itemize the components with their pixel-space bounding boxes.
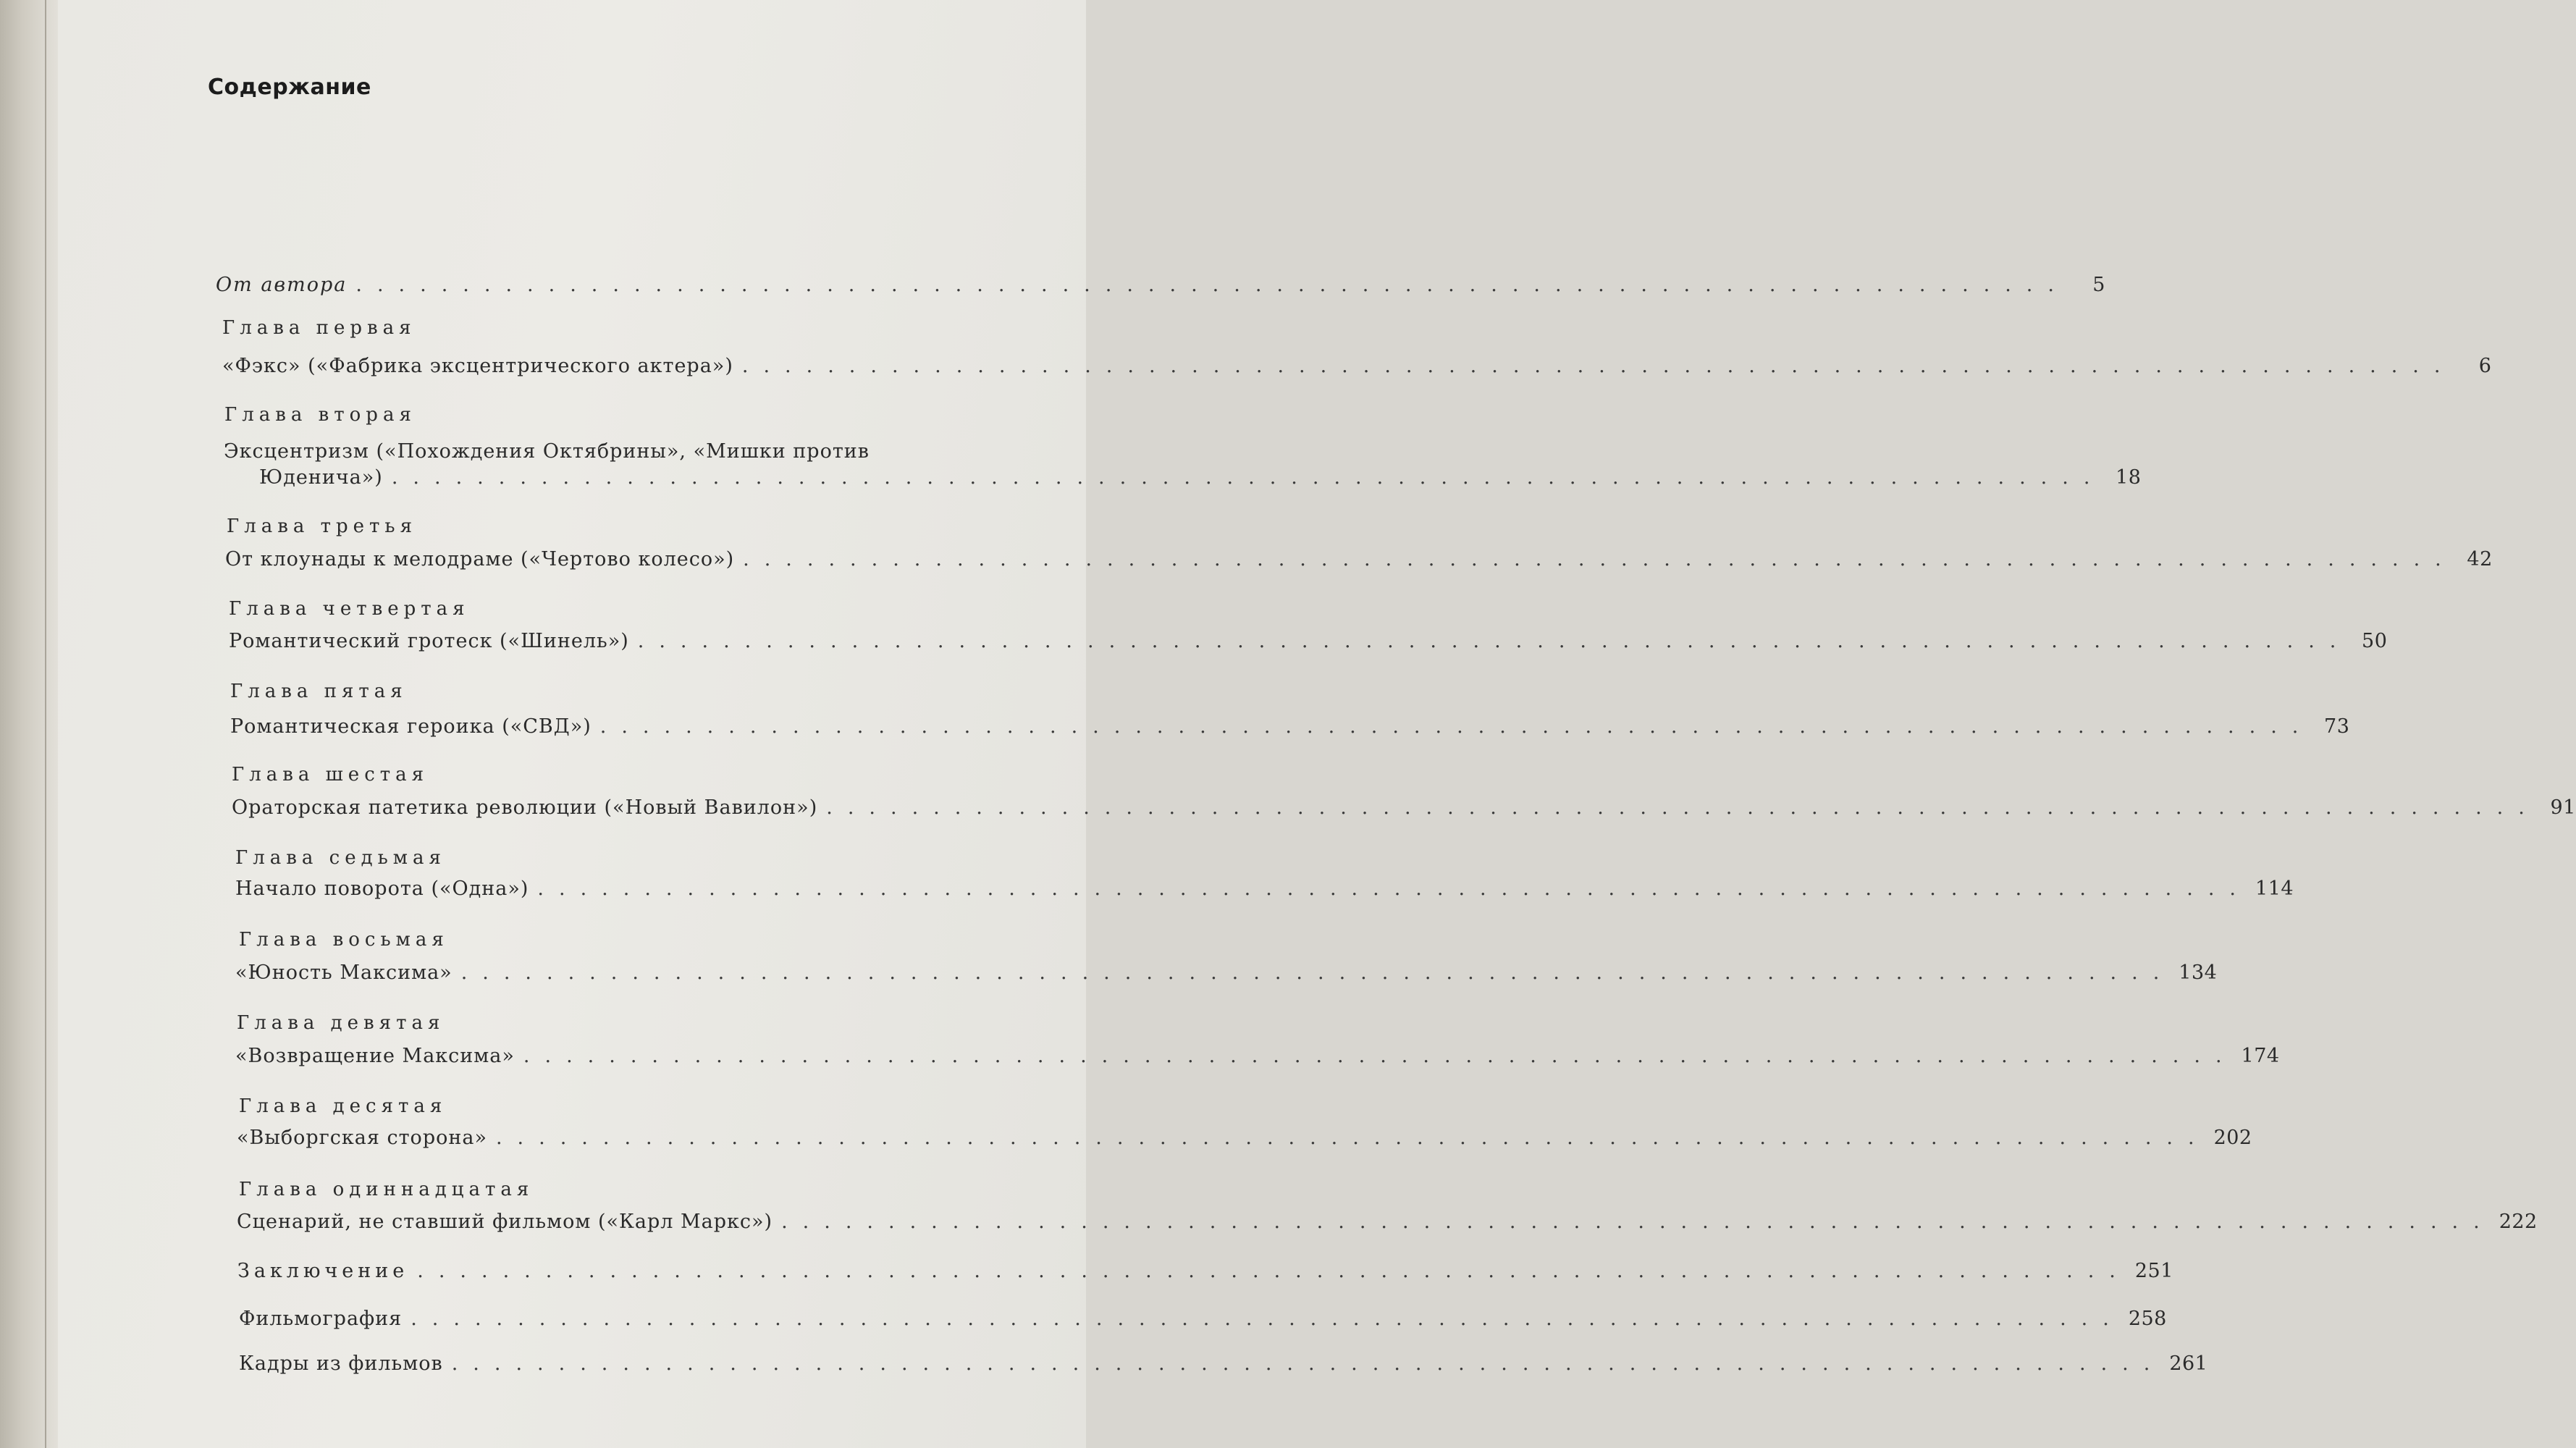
toc-page-number: 73 xyxy=(2324,715,2350,738)
chapter-label: Глава одиннадцатая xyxy=(239,1179,534,1200)
toc-page-number: 261 xyxy=(2169,1352,2208,1375)
chapter-label: Глава вторая xyxy=(224,404,416,426)
dot-leader: ................................................................................ xyxy=(391,466,2105,489)
toc-entry-title: Ораторская патетика революции («Новый Вавилон») xyxy=(232,796,818,819)
toc-entry-chapter-7 xyxy=(235,877,2294,900)
dot-leader: ................................................................................ xyxy=(637,630,2352,652)
dot-leader: ................................................................................ xyxy=(741,355,2456,377)
toc-entry-title: «Выборгская сторона» xyxy=(237,1127,487,1149)
toc-entry-chapter-1 xyxy=(222,355,2492,377)
dot-leader: ................................................................................ xyxy=(495,1127,2210,1149)
toc-page-number: 42 xyxy=(2467,548,2493,571)
toc-entry-title: «Возвращение Максима» xyxy=(235,1045,515,1067)
chapter-label: Глава девятая xyxy=(237,1012,445,1034)
toc-page-number: 5 xyxy=(2092,274,2105,296)
dot-leader: ................................................................................ xyxy=(417,1260,2131,1282)
toc-page-number: 202 xyxy=(2213,1127,2252,1149)
toc-entry-stills xyxy=(239,1352,2208,1375)
toc-entry-title: «Фэкс» («Фабрика эксцентрического актера») xyxy=(222,355,733,377)
toc-entry-title: Кадры из фильмов xyxy=(239,1352,443,1375)
toc-entry-title: Заключение xyxy=(237,1260,409,1282)
toc-page-number: 134 xyxy=(2179,961,2218,984)
dot-leader: ................................................................................ xyxy=(826,796,2540,819)
chapter-label: Глава третья xyxy=(227,515,417,537)
toc-entry-title: Романтический гротеск («Шинель») xyxy=(229,630,629,652)
toc-page-number: 174 xyxy=(2241,1045,2280,1067)
toc-page-number: 114 xyxy=(2255,877,2294,900)
toc-page-number: 91 xyxy=(2550,796,2576,819)
dot-leader: ................................................................................ xyxy=(355,274,2069,296)
toc-page-number: 6 xyxy=(2478,355,2492,377)
toc-entry-title: От автора xyxy=(216,274,348,296)
chapter-label: Глава четвертая xyxy=(229,598,470,620)
toc-entry-chapter-11 xyxy=(237,1211,2538,1233)
dot-leader: ................................................................................ xyxy=(743,548,2457,571)
toc-entry-title: Начало поворота («Одна») xyxy=(235,877,529,900)
dot-leader: ................................................................................ xyxy=(599,715,2314,738)
toc-entry-chapter-6 xyxy=(232,796,2576,819)
chapter-label: Глава пятая xyxy=(230,681,408,702)
toc-entry-title: Сценарий, не ставший фильмом («Карл Маркс») xyxy=(237,1211,773,1233)
dot-leader: ................................................................................ xyxy=(537,877,2252,900)
toc-entry-chapter-9 xyxy=(235,1045,2280,1067)
toc-entry-chapter-5 xyxy=(230,715,2350,738)
dot-leader: ................................................................................ xyxy=(460,961,2175,984)
toc-entry-title: «Юность Максима» xyxy=(235,961,453,984)
toc-page-number: 222 xyxy=(2499,1211,2538,1233)
toc-entry-title: Романтическая героика («СВД») xyxy=(230,715,592,738)
toc-page-number: 50 xyxy=(2362,630,2388,652)
chapter-label: Глава десятая xyxy=(239,1095,447,1117)
dot-leader: ................................................................................ xyxy=(411,1308,2124,1330)
toc-page-number: 258 xyxy=(2128,1308,2167,1330)
toc-entry-chapter-10 xyxy=(237,1127,2252,1149)
toc-page-number: 251 xyxy=(2134,1260,2173,1282)
chapter-label: Глава шестая xyxy=(232,764,429,786)
toc-entry-filmography xyxy=(239,1308,2167,1330)
toc-entry-conclusion xyxy=(237,1260,2173,1282)
toc-entry-chapter-4 xyxy=(229,630,2388,652)
toc-entry-title: Юденича») xyxy=(259,466,383,489)
dot-leader: ................................................................................ xyxy=(781,1211,2495,1233)
dot-leader: ................................................................................ xyxy=(523,1045,2237,1067)
chapter-label: Глава восьмая xyxy=(239,929,449,951)
toc-entry-title: Фильмография xyxy=(239,1308,403,1330)
toc-entry-chapter-3 xyxy=(225,548,2493,571)
chapter-label: Глава первая xyxy=(222,317,416,339)
toc-entry-chapter-8 xyxy=(235,961,2218,984)
toc-entry-author xyxy=(216,274,2105,296)
dot-leader: ................................................................................ xyxy=(451,1352,2165,1375)
toc-entry-chapter-2 xyxy=(259,466,2142,489)
toc-entry-title-line: Эксцентризм («Похождения Октябрины», «Мишки против xyxy=(224,440,870,463)
toc-entry-title: От клоунады к мелодраме («Чертово колесо») xyxy=(225,548,735,571)
chapter-label: Глава седьмая xyxy=(235,847,446,869)
page-title: Содержание xyxy=(208,75,371,100)
toc-page-number: 18 xyxy=(2116,466,2142,489)
